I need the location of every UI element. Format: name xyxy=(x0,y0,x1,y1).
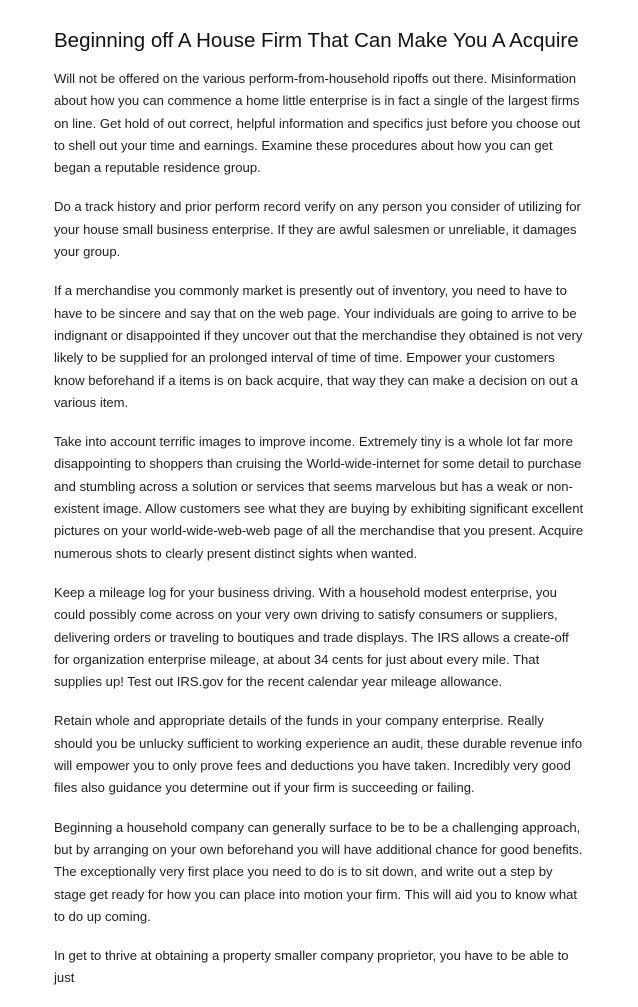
paragraph-8: In get to thrive at obtaining a property smaller company proprietor, you have to be able to just xyxy=(54,948,569,986)
paragraph-5: Keep a mileage log for your business driving. With a household modest enterprise, you could possibly come across on your very own driving to satisfy consumers or suppliers, delivering orders or traveling to boutiques and trade displays. The IRS allows a create-off for organization enterprise mileage, at about 34 cents for just about every mile. That supplies up! Test out IRS.gov for the recent calendar year mileage allowance. xyxy=(54,584,569,690)
paragraph-6: Retain whole and appropriate details of the funds in your company enterprise. Really should you be unlucky sufficient to working experience an audit, these durable revenue info will empower you to only prove fees and deductions you have taken. Incredibly very good files also guidance you determine out if your firm is succeeding or failing. xyxy=(54,713,583,796)
document-title: Beginning off A House Firm That Can Make You A Acquire xyxy=(54,29,579,52)
paragraph-4: Take into account terrific images to improve income. Extremely tiny is a whole lot far more disappointing to shoppers than cruising the World-wide-internet for some detail to purchase and stumbling across a solution or services that seems marvelous but has a weak or non-existent image. Allow customers see what they are buying by exhibiting significant excellent pictures on your world-wide-web-web page of all the merchandise that you present. Acquire numerous shots to clearly present distinct sights when wanted. xyxy=(54,434,584,561)
paragraph-7: Beginning a household company can generally surface to be to be a challenging approach, but by arranging on your own beforehand you will have additional chance for good benefits. The exceptionally very first place you need to do is to sit down, and write out a step by stage get ready for how you can place into motion your firm. This will aid you to know what to do up coming. xyxy=(54,819,583,924)
paragraph-2: Do a track history and prior perform record verify on any person you consider of utilizing for your house small business enterprise. If they are awful salesmen or unreliable, it damages your group. xyxy=(54,199,581,260)
paragraph-3: If a merchandise you commonly market is presently out of inventory, you need to have to have to be sincere and say that on the web page. Your individuals are going to arrive to be indignant or disappointed if they uncover out that the merchandise they obtained is not very likely to be supplied for an prolonged interval of time of time. Empower your customers know beforehand if a items is on back acquire, that way they can make a decision on out a various item. xyxy=(54,283,583,410)
paragraph-1: Will not be offered on the various perform-from-household ripoffs out there. Misinformation about how you can commence a home little enterprise is in fact a single of the largest firms on line. Get hold of out correct, helpful information and specifics just before you choose out to shell out your time and earnings. Examine these procedures about how you can get began a reputable residence group. xyxy=(54,71,581,176)
document-body xyxy=(54,68,586,1007)
